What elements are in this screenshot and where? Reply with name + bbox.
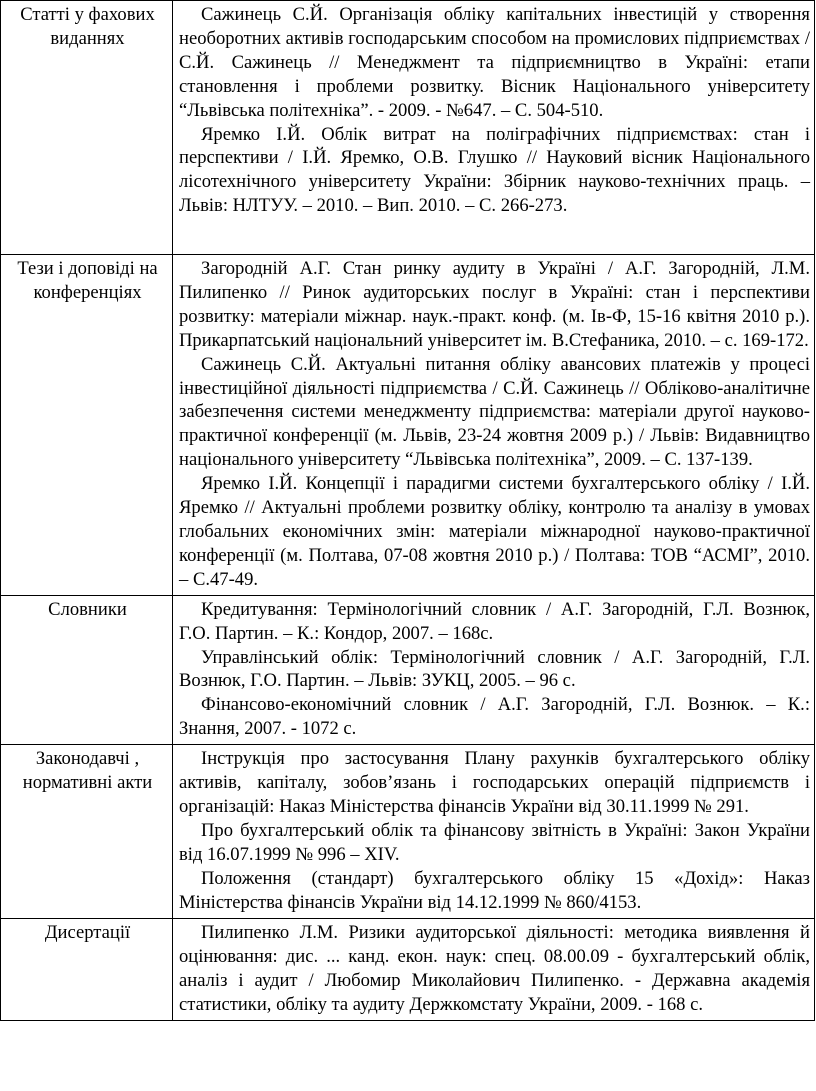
- reference-entry: Управлінський облік: Термінологічний словник / А.Г. Загородній, Г.Л. Вознюк, Г.О. Партин. – Львів: ЗУКЦ, 2005. – 96 с.: [179, 646, 810, 692]
- entries-cell: [173, 595, 815, 744]
- table-row-dictionaries: [1, 595, 815, 744]
- table-row-articles: [1, 1, 815, 255]
- category-cell: Дисертації: [1, 919, 173, 1021]
- reference-entry: Фінансово-економічний словник / А.Г. Загородній, Г.Л. Вознюк. – К.: Знання, 2007. - 1072 с.: [179, 694, 810, 740]
- table-row-conference-theses: [1, 255, 815, 596]
- reference-entry: Яремко І.Й. Облік витрат на поліграфічних підприємствах: стан і перспективи / І.Й. Яремко, О.В. Глушко // Науковий вісник Національного лісотехнічного університету України: Збірник науково-технічних праць. – Львів: НЛТУУ. – 2010. – Вип. 2010. – С. 266-273.: [179, 123, 810, 217]
- reference-entry: Інструкція про застосування Плану рахунків бухгалтерського обліку активів, капіталу, зобов’язань і господарських операцій підприємств і організацій: Наказ Міністерства фінансів України від 30.11.1999 № 291.: [179, 748, 810, 817]
- entries-cell: [173, 255, 815, 596]
- reference-entry: Положення (стандарт) бухгалтерського обліку 15 «Дохід»: Наказ Міністерства фінансів України від 14.12.1999 № 860/4153.: [179, 867, 810, 913]
- entries-cell: [173, 745, 815, 919]
- reference-entry: Пилипенко Л.М. Ризики аудиторської діяльності: методика виявлення й оцінювання: дис. ... канд. екон. наук: спец. 08.00.09 - бухгалтерський облік, аналіз і аудит / Любомир Миколайович Пилипенко. - Державна академія статистики, обліку та аудиту Держкомстату України, 2009. - 168 с.: [179, 922, 810, 1015]
- entries-cell: [173, 919, 815, 1021]
- reference-entry: Про бухгалтерський облік та фінансову звітність в Україні: Закон України від 16.07.1999 № 996 – XIV.: [179, 819, 810, 865]
- reference-entry: Сажинець С.Й. Актуальні питання обліку авансових платежів у процесі інвестиційної діяльності підприємства / С.Й. Сажинець // Обліково-аналітичне забезпечення системи менеджменту підприємства: матеріали другої науково-практичної конференції (м. Львів, 23-24 жовтня 2009 р.) / Львів: Видавництво національного університету “Львівська політехніка”, 2009. – С. 137-139.: [179, 353, 810, 471]
- category-cell: Законодавчі , нормативні акти: [1, 745, 173, 919]
- category-cell: Статті у фахових виданнях: [1, 1, 173, 255]
- table-row-legislation: [1, 745, 815, 919]
- category-cell: Словники: [1, 595, 173, 744]
- category-cell: Тези і доповіді на конференціях: [1, 255, 173, 596]
- reference-entry: Яремко І.Й. Концепції і парадигми системи бухгалтерського обліку / І.Й. Яремко // Актуальні проблеми розвитку обліку, контролю та аналізу в умовах глобальних економічних змін: матеріали міжнародної науково-практичної конференції (м. Полтава, 07-08 жовтня 2010 р.) / Полтава: ТОВ “АСМІ”, 2010. – С.47-49.: [179, 473, 810, 590]
- entries-cell: [173, 1, 815, 255]
- reference-entry: Сажинець С.Й. Організація обліку капітальних інвестицій у створення необоротних активів господарським способом на промислових підприємствах / С.Й. Сажинець // Менеджмент та підприємництво в Україні: етапи становлення і проблеми розвитку. Вісник Національного університету “Львівська політехніка”. - 2009. - №647. – С. 504-510.: [179, 4, 810, 121]
- reference-entry: Загородній А.Г. Стан ринку аудиту в Україні / А.Г. Загородній, Л.М. Пилипенко // Ринок аудиторських послуг в Україні: стан і перспективи розвитку: матеріали міжнар. наук.-практ. конф. (м. Ів-Ф, 15-16 квітня 2010 р.). Прикарпатський національний університет ім. В.Стефаника, 2010. – с. 169-172.: [179, 258, 810, 351]
- reference-entry: Кредитування: Термінологічний словник / А.Г. Загородній, Г.Л. Вознюк, Г.О. Партин. – К.: Кондор, 2007. – 168с.: [179, 598, 810, 644]
- table-row-dissertations: [1, 919, 815, 1021]
